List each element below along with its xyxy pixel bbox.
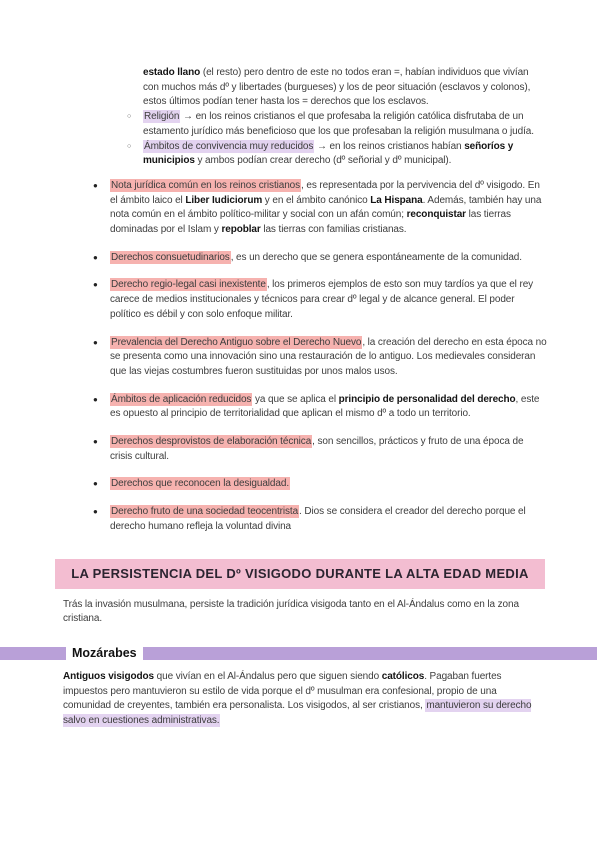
bullet-icon: ● <box>93 180 98 190</box>
sub-bullet-text: Religión → en los reinos cristianos el que profesaba la religión católica disfrutaba de un estamento jurídico más beneficioso que los que profesaban la religión musulmana o judía. <box>143 111 534 137</box>
bullet-text: Derecho regio-legal casi inexistente, los primeros ejemplos de esto son muy tardíos ya que el rey carece de medios institucionales y técnicos para crear dº legal y de alcance general. El poder político es débil y con solo enfoque militar. <box>110 279 534 320</box>
bullet-icon: ● <box>93 479 98 489</box>
continuation-paragraph: estado llano (el resto) pero dentro de este no todos eran =, habían individuos que vivían con muchos más dº y libertades (burgueses) y los de peor situación (esclavos y colonos), estos últimos podían tener hasta los = derechos que los esclavos. <box>143 67 531 108</box>
bullet-icon: ● <box>93 252 98 262</box>
bullet-derecho-regio-legal <box>93 278 548 322</box>
bullet-icon: ● <box>93 280 98 290</box>
bullet-derechos-consuetudinarios <box>93 251 548 266</box>
bullet-derechos-desigualdad <box>93 477 548 492</box>
bullet-text: Nota jurídica común en los reinos cristianos, es representada por la pervivencia del dº visigodo. En el ámbito laico el Liber Iudiciorum y en el ámbito canónico La Hispana. Además, también hay una nota común en el ámbito político-militar y social con un afán común; reconquistar las tierras dominadas por el Islam y repoblar las tierras con familias cristianas. <box>110 179 542 236</box>
persistencia-paragraph: Trás la invasión musulmana, persiste la tradición jurídica visigoda tanto en el Al-Ándalus como en la zona cristiana. <box>63 598 519 625</box>
bullet-icon: ● <box>93 507 98 517</box>
mozarabes-paragraph: Antiguos visigodos que vivían en el Al-Ándalus pero que siguen siendo católicos. Pagaban fuertes impuestos pero mantuvieron su estilo de vida porque el dº musulman era confesional, propio de una comunidad de creyentes, también era personalista. Los visigodos, al ser cristianos, mantuvieron su derecho salvo en cuestiones administrativas. <box>63 670 532 727</box>
bullet-icon: ● <box>93 337 98 347</box>
sub-bullet-text: Ámbitos de convivencia muy reducidos → en los reinos cristianos habían señoríos y municipios y ambos podían crear derecho (dº señorial y dº municipal). <box>143 140 514 167</box>
bullet-ambitos-aplicacion <box>93 393 548 422</box>
sub-bullet-ambitos-convivencia <box>127 140 545 169</box>
bullet-nota-juridica <box>93 179 548 238</box>
section-heading-mozarabes: Mozárabes <box>66 644 143 663</box>
bullet-sociedad-teocentrista <box>93 505 548 534</box>
banner-heading: LA PERSISTENCIA DEL Dº VISIGODO DURANTE LA ALTA EDAD MEDIA <box>55 559 545 589</box>
bullet-text: Ámbitos de aplicación reducidos ya que se aplica el principio de personalidad del derecho, este es opuesto al principio de territorialidad que aplican el mismo dº a todo un territorio. <box>110 393 540 420</box>
sub-bullet-religion <box>127 110 545 139</box>
bullet-text: Derechos desprovistos de elaboración técnica, son sencillos, prácticos y fruto de una época de crisis cultural. <box>110 436 524 462</box>
bullet-icon: ● <box>93 437 98 447</box>
bullet-text: Derecho fruto de una sociedad teocentrista. Dios se considera el creador del derecho porque el derecho humano refleja la voluntad divina <box>110 506 526 532</box>
hollow-bullet-icon: ○ <box>127 142 132 150</box>
hollow-bullet-icon: ○ <box>127 113 132 121</box>
bullet-icon: ● <box>93 394 98 404</box>
section-heading-strip <box>0 647 597 660</box>
bullet-text: Prevalencia del Derecho Antiguo sobre el Derecho Nuevo, la creación del derecho en esta época no se presenta como una innovación sino una restauración de lo antiguo. Los medievales consideran que las viejas costumbres fueron sustituidas por unos malos usos. <box>110 336 547 377</box>
bullet-prevalencia-derecho-antiguo <box>93 336 548 380</box>
bullet-derechos-desprovistos <box>93 435 548 464</box>
characteristics-bullet-list <box>0 179 600 535</box>
bullet-text: Derechos que reconocen la desigualdad. <box>111 478 289 490</box>
bullet-text: Derechos consuetudinarios, es un derecho que se genera espontáneamente de la comunidad. <box>111 251 522 263</box>
